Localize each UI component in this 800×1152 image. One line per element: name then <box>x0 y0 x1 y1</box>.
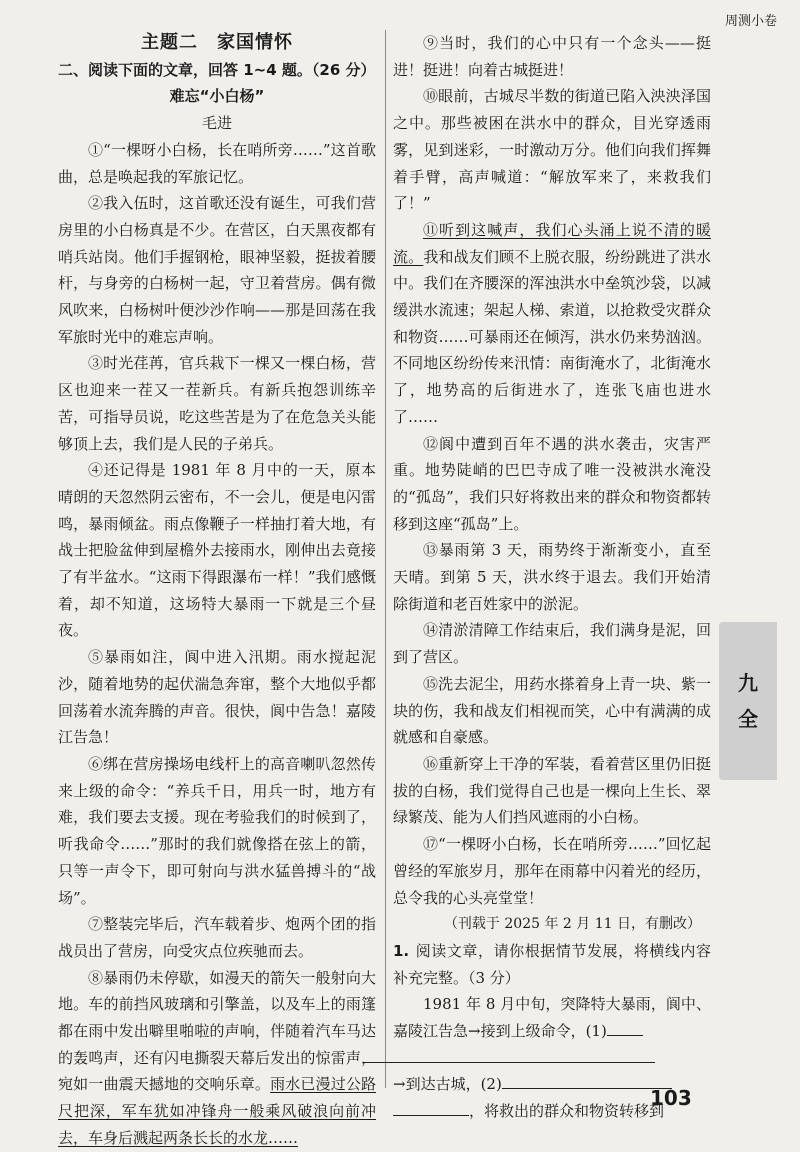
question-1-line-1-text: 1981 年 8 月中旬，突降特大暴雨，阆中、嘉陵江告急→接到上级命令，(1) <box>393 995 711 1041</box>
column-divider <box>385 30 386 1088</box>
answer-blank-1b[interactable] <box>363 1046 655 1063</box>
article-title: 难忘“小白杨” <box>169 87 265 106</box>
article-author: 毛进 <box>201 114 232 133</box>
answer-blank-1a[interactable] <box>607 1019 643 1036</box>
paragraph-4: ④还记得是 1981 年 8 月中的一天，原本晴朗的天忽然阴云密布，不一会儿，便是电闪雷鸣，暴雨倾盆。雨点像鞭子一样抽打着大地，有战士把脸盆伸到屋檐外去接雨水，刚伸出去竟接了有半盆水。“这雨下得跟瀑布一样！”我们感慨着，却不知道，这场特大暴雨一下就是三个昼夜。 <box>58 461 376 640</box>
question-1-line-1 <box>393 991 711 1071</box>
question-1-line-3-text: ，将救出的群众和物资转移到 <box>469 1102 665 1121</box>
paragraph-12: ⑫阆中遭到百年不遇的洪水袭击，灾害严重。地势陡峭的巴巴寺成了唯一没被洪水淹没的“孤岛”，我们只好将救出来的群众和物资都转移到这座“孤岛”上。 <box>393 434 711 533</box>
page-number: 103 <box>650 1086 692 1110</box>
paragraph-17: ⑰“一棵呀小白杨，长在哨所旁……”回忆起曾经的军旅岁月，那年在雨幕中闪着光的经历，总令我的心头亮堂堂！ <box>393 835 711 907</box>
side-tab-char-2: 全 <box>738 707 758 731</box>
paragraph-10: ⑩眼前，古城尽半数的街道已陷入泱泱泽国之中。那些被困在洪水中的群众，目光穿透雨雾，见到迷彩，一时激动万分。他们向我们挥舞着手臂，高声喊道：“解放军来了，来救我们了！” <box>393 87 711 213</box>
paragraph-11 <box>393 217 711 431</box>
paragraph-11-text: 我和战友们顾不上脱衣服，纷纷跳进了洪水中。我们在齐腰深的浑浊洪水中垒筑沙袋，以减缓洪水流速；架起人梯、索道，以抢救受灾群众和物资……可暴雨还在倾泻，洪水仍来势汹汹。不同地区纷纷传来汛情：南街淹水了，北街淹水了，地势高的后街进水了，连张飞庙也进水了…… <box>393 247 711 426</box>
paragraph-5: ⑤暴雨如注，阆中进入汛期。雨水搅起泥沙，随着地势的起伏湍急奔窜，整个大地似乎都回荡着水流奔腾的声音。很快，阆中告急！嘉陵江告急！ <box>58 648 376 747</box>
paragraph-7: ⑦整装完毕后，汽车载着步、炮两个团的指战员出了营房，向受灾点位疾驰而去。 <box>58 915 376 960</box>
paragraph-6: ⑥绑在营房操场电线杆上的高音喇叭忽然传来上级的命令：“养兵千日，用兵一时，地方有难，我们要去支援。现在考验我们的时候到了，听我命令……”那时的我们就像搭在弦上的箭，只等一声令下，即可射向与洪水猛兽搏斗的“战场”。 <box>58 754 376 907</box>
section-header: 二、阅读下面的文章，回答 1~4 题。（26 分） <box>58 60 376 79</box>
paragraph-8 <box>58 965 376 1152</box>
paragraph-16: ⑯重新穿上干净的军装，看着营区里仍旧挺拔的白杨，我们觉得自己也是一棵向上生长、翠绿繁茂、能为人们挡风遮雨的小白杨。 <box>393 754 711 827</box>
left-column <box>58 30 376 1152</box>
answer-blank-2a[interactable] <box>502 1072 672 1089</box>
side-tab-char-1: 九 <box>738 671 758 695</box>
paragraph-14: ⑭清淤清障工作结束后，我们满身是泥，回到了营区。 <box>393 621 711 667</box>
paragraph-11-underlined: ⑪听到这喊声，我们心头涌上说不清的暖流。 <box>393 220 711 266</box>
right-column <box>393 30 711 1125</box>
article-source: （刊载于 2025 年 2 月 11 日，有删改） <box>443 916 701 933</box>
paragraph-13: ⑬暴雨第 3 天，雨势终于渐渐变小，直至天晴。到第 5 天，洪水终于退去。我们开始清除街道和老百姓家中的淤泥。 <box>393 541 711 613</box>
question-1-line-2-text: →到达古城，(2) <box>393 1075 502 1094</box>
question-1 <box>393 938 711 991</box>
grade-side-tab <box>719 622 777 780</box>
paragraph-1: ①“一棵呀小白杨，长在哨所旁……”这首歌曲，总是唤起我的军旅记忆。 <box>58 140 376 186</box>
paragraph-8-text: ⑧暴雨仍未停歇，如漫天的箭矢一般射向大地。车的前挡风玻璃和引擎盖，以及车上的雨篷都在雨中发出噼里啪啦的声响，伴随着汽车马达的轰鸣声，还有闪电撕裂天幕后发出的惊雷声，宛如一曲震天撼地的交响乐章。 <box>58 968 376 1094</box>
question-1-number: 1. <box>393 941 410 960</box>
paragraph-15: ⑮洗去泥尘，用药水搽着身上青一块、紫一块的伤，我和战友们相视而笑，心中有满满的成就感和自豪感。 <box>393 674 711 747</box>
corner-label: 周测小卷 <box>725 14 778 29</box>
paragraph-8-underlined: 雨水已漫过公路尺把深，军车犹如冲锋舟一般乘风破浪向前冲去，车身后溅起两条长长的水龙…… <box>58 1075 376 1147</box>
paragraph-3: ③时光荏苒，官兵栽下一棵又一棵白杨，营区也迎来一茬又一茬新兵。有新兵抱怨训练辛苦，可指导员说，吃这些苦是为了在危急关头能够顶上去，我们是人民的子弟兵。 <box>58 354 376 453</box>
paragraph-2: ②我入伍时，这首歌还没有诞生，可我们营房里的小白杨真是不少。在营区，白天黑夜都有哨兵站岗。他们手握钢枪，眼神坚毅，挺拔着腰杆，与身旁的白杨树一起，守卫着营房。偶有微风吹来，白杨树叶便沙沙作响——那是回荡在我军旅时光中的难忘声响。 <box>58 194 376 346</box>
theme-title: 主题二 家国情怀 <box>141 32 293 53</box>
answer-blank-2b[interactable] <box>393 1099 469 1116</box>
question-1-prompt: 阅读文章，请你根据情节发展，将横线内容补充完整。（3 分） <box>393 941 711 987</box>
paragraph-9: ⑨当时，我们的心中只有一个念头——挺进！挺进！向着古城挺进！ <box>393 34 711 79</box>
